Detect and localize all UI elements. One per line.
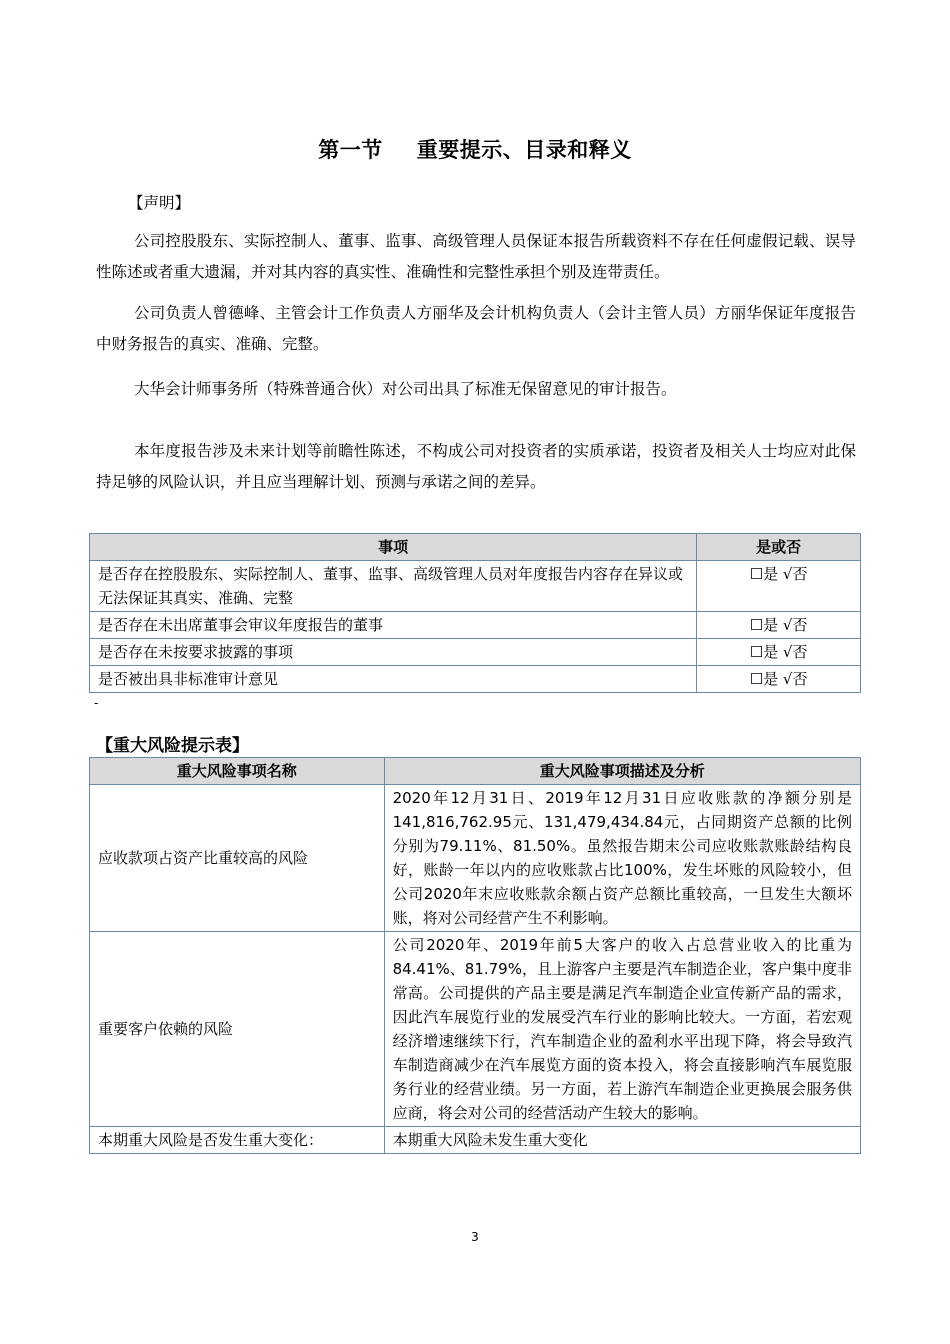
yes-no-cell: ☐是 √否 xyxy=(697,666,861,693)
risk-desc-cell: 2020年12月31日、2019年12月31日应收账款的净额分别是141,816,762.95元、131,479,434.84元，占同期资产总额的比例分别为79.11%、81.50%。虽然报告期末公司应收账款账龄结构良好，账龄一年以内的应收账款占比100%，发生坏账的风险较小，但公司2020年末应收账款余额占资产总额比重较高，一旦发生大额坏账，将对公司经营产生不利影响。 xyxy=(384,785,860,932)
declaration-label: 【声明】 xyxy=(128,194,191,212)
paragraph-auditor: 大华会计师事务所（特殊普通合伙）对公司出具了标准无保留意见的审计报告。 xyxy=(134,380,677,398)
dash-marker: - xyxy=(94,696,99,710)
risk-name-cell: 应收款项占资产比重较高的风险 xyxy=(90,785,385,932)
section-title xyxy=(0,134,950,164)
paragraph-financial-officers: 公司负责人曾德峰、主管会计工作负责人方丽华及会计机构负责人（会计主管人员）方丽华保证年度报告中财务报告的真实、准确、完整。 xyxy=(96,304,856,353)
paragraph-responsibility: 公司控股股东、实际控制人、董事、监事、高级管理人员保证本报告所载资料不存在任何虚假记载、误导性陈述或者重大遗漏，并对其内容的真实性、准确性和完整性承担个别及连带责任。 xyxy=(96,232,856,281)
table-header-row xyxy=(90,534,861,561)
yes-no-cell: ☐是 √否 xyxy=(697,612,861,639)
matter-cell: 是否存在控股股东、实际控制人、董事、监事、高级管理人员对年度报告内容存在异议或无法保证其真实、准确、完整 xyxy=(90,561,697,612)
matter-cell: 是否存在未按要求披露的事项 xyxy=(90,639,697,666)
table-row xyxy=(90,561,861,612)
table-row xyxy=(90,932,861,1127)
risk-desc-cell: 公司2020年、2019年前5大客户的收入占总营业收入的比重为84.41%、81.79%，且上游客户主要是汽车制造企业，客户集中度非常高。公司提供的产品主要是满足汽车制造企业宣传新产品的需求，因此汽车展览行业的发展受汽车行业的影响比较大。一方面，若宏观经济增速继续下行，汽车制造企业的盈利水平出现下降，将会导致汽车制造商减少在汽车展览方面的资本投入，将会直接影响汽车展览服务行业的经营业绩。另一方面，若上游汽车制造企业更换展会服务供应商，将会对公司的经营活动产生较大的影响。 xyxy=(384,932,860,1127)
header-matter: 事项 xyxy=(90,534,697,561)
table-row xyxy=(90,1127,861,1154)
table-header-row xyxy=(90,758,861,785)
header-risk-name: 重大风险事项名称 xyxy=(90,758,385,785)
table-row xyxy=(90,785,861,932)
matters-table xyxy=(89,533,861,693)
section-name: 重要提示、目录和释义 xyxy=(416,138,632,162)
table-row xyxy=(90,639,861,666)
paragraph-forward-looking: 本年度报告涉及未来计划等前瞻性陈述，不构成公司对投资者的实质承诺，投资者及相关人士均应对此保持足够的风险认识，并且应当理解计划、预测与承诺之间的差异。 xyxy=(96,442,856,491)
yes-no-cell: ☐是 √否 xyxy=(697,561,861,612)
page-number: 3 xyxy=(471,1230,479,1244)
table-row xyxy=(90,612,861,639)
matter-cell: 是否被出具非标准审计意见 xyxy=(90,666,697,693)
table-row xyxy=(90,666,861,693)
risk-desc-cell: 本期重大风险未发生重大变化 xyxy=(384,1127,860,1154)
header-risk-desc: 重大风险事项描述及分析 xyxy=(384,758,860,785)
matter-cell: 是否存在未出席董事会审议年度报告的董事 xyxy=(90,612,697,639)
yes-no-cell: ☐是 √否 xyxy=(697,639,861,666)
section-number: 第一节 xyxy=(318,138,383,162)
header-yes-no: 是或否 xyxy=(697,534,861,561)
risk-table xyxy=(89,757,861,1154)
risk-name-cell: 本期重大风险是否发生重大变化： xyxy=(90,1127,385,1154)
risk-name-cell: 重要客户依赖的风险 xyxy=(90,932,385,1127)
risk-table-title: 【重大风险提示表】 xyxy=(96,736,249,756)
